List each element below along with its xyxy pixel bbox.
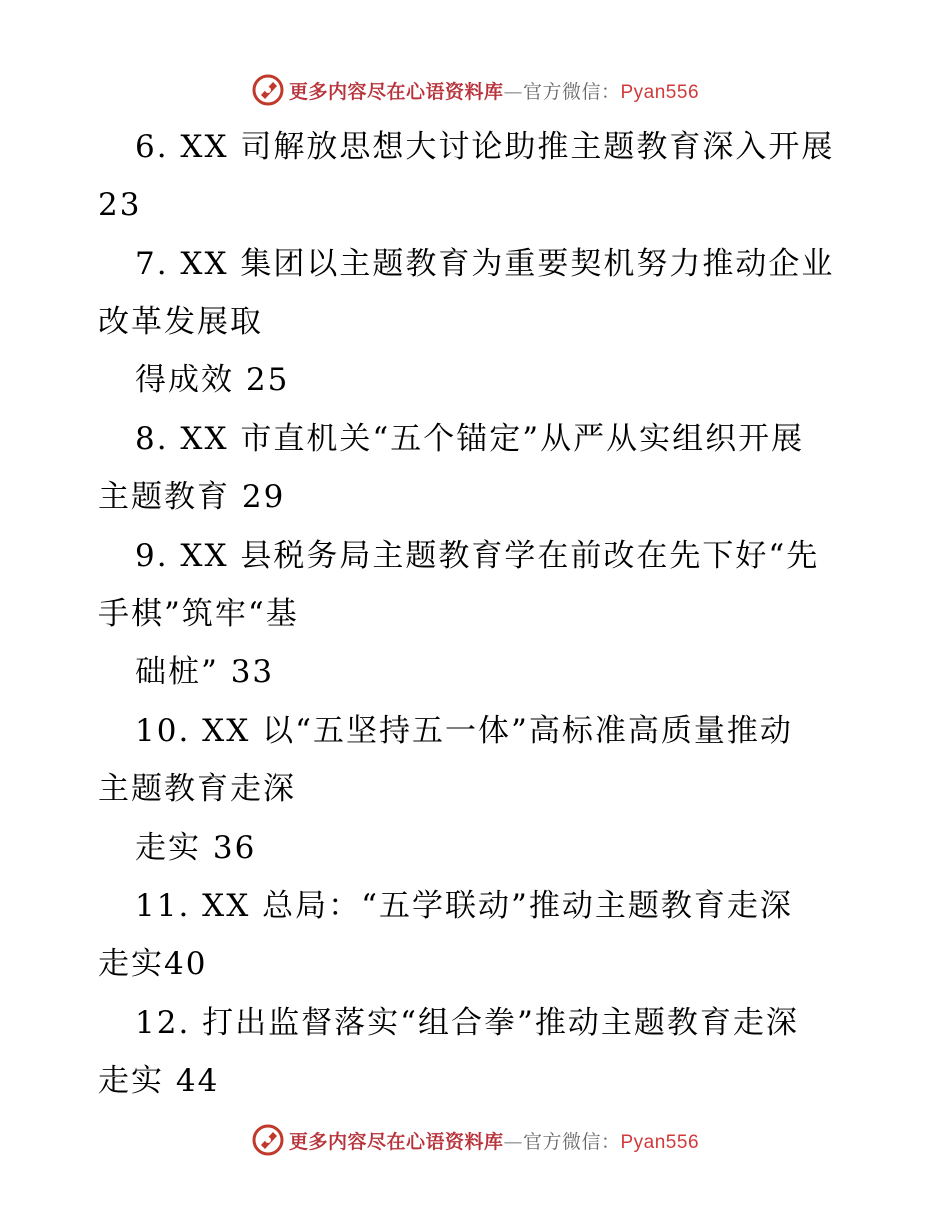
watermark-text: 更多内容尽在心语资料库—官方微信：Pyan556 [288, 80, 700, 103]
toc-entry-11-page: 走实40 [98, 946, 208, 982]
logo-icon [251, 1123, 285, 1157]
toc-entry-8-page: 主题教育 29 [98, 479, 286, 515]
toc-entry-6-page: 23 [98, 187, 142, 223]
toc-entry-9-page: 础桩” 33 [135, 654, 275, 690]
toc-entry-10: 10. XX 以“五坚持五一体”高标准高质量推动 [135, 713, 793, 749]
toc-entry-9: 9. XX 县税务局主题教育学在前改在先下好“先 [135, 538, 820, 574]
logo-icon [251, 73, 285, 107]
toc-entry-9-cont: 手棋”筑牢“基 [98, 596, 299, 632]
toc-entry-12-page: 走实 44 [98, 1063, 220, 1099]
toc-entry-7-cont: 改革发展取 [98, 304, 263, 340]
watermark-banner-top [0, 70, 950, 110]
watermark-banner-bottom [0, 1120, 950, 1160]
toc-entry-8: 8. XX 市直机关“五个锚定”从严从实组织开展 [135, 421, 805, 457]
toc-entry-10-page: 走实 36 [135, 830, 257, 866]
toc-entry-7: 7. XX 集团以主题教育为重要契机努力推动企业 [135, 246, 835, 282]
toc-entry-6: 6. XX 司解放思想大讨论助推主题教育深入开展 [135, 129, 835, 165]
toc-entry-7-page: 得成效 25 [135, 362, 290, 398]
toc-entry-10-cont: 主题教育走深 [98, 771, 296, 807]
watermark-text: 更多内容尽在心语资料库—官方微信：Pyan556 [288, 1130, 700, 1153]
toc-entry-11: 11. XX 总局：“五学联动”推动主题教育走深 [135, 888, 793, 924]
toc-entry-12: 12. 打出监督落实“组合拳”推动主题教育走深 [135, 1005, 799, 1041]
